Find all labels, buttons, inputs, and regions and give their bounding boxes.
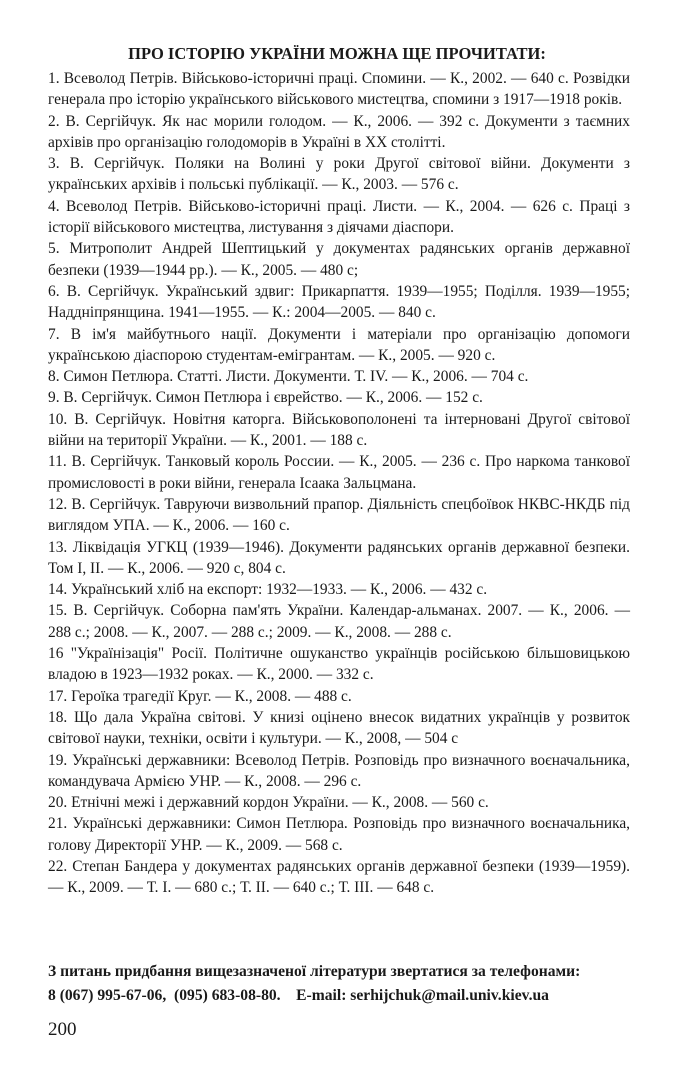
page-number: 200 [48, 1019, 77, 1040]
bibliography-entry: 18. Що дала Україна світові. У книзі оцінено внесок видатних українців у розвиток світової науки, техніки, освіти і культури. — К., 2008, — 504 с [48, 708, 630, 748]
section-heading: ПРО ІСТОРІЮ УКРАЇНИ МОЖНА ЩЕ ПРОЧИТАТИ: [128, 44, 546, 63]
bibliography-entry: 22. Степан Бандера у документах радянських органів державної безпеки (1939—1959). — К., 2009. — Т. І. — 680 с.; Т. ІІ. — 640 с.; Т. ІІІ. — 648 с. [48, 857, 630, 897]
bibliography-entry: 6. В. Сергійчук. Український здвиг: Прикарпаття. 1939—1955; Поділля. 1939—1955; Наддніпрянщина. 1941—1955. — К.: 2004—2005. — 840 с. [48, 282, 630, 322]
bibliography-entry: 17. Героїка трагедії Круг. — К., 2008. — 488 с. [48, 687, 352, 705]
bibliography-entry: 13. Ліквідація УГКЦ (1939—1946). Документи радянських органів державної безпеки. Том І, ІІ. — К., 2006. — 920 с, 804 с. [48, 538, 630, 577]
contact-info [48, 960, 638, 1008]
bibliography-entry: 2. В. Сергійчук. Як нас морили голодом. — К., 2006. — 392 с. Документи з таємних архівів про організацію голодоморів в Україні в ХХ столітті. [48, 112, 630, 151]
bibliography-entry: 9. В. Сергійчук. Симон Петлюра і єврейство. — К., 2006. — 152 с. [48, 389, 483, 407]
bibliography-entry: 3. В. Сергійчук. Поляки на Волині у роки Другої світової війни. Документи з українських архівів і польські публікації. — К., 2003. — 576 с. [48, 155, 630, 194]
contact-instructions: З питань придбання вищезазначеної літератури звертатися за телефонами: [48, 963, 581, 980]
bibliography-entry: 14. Український хліб на експорт: 1932—1933. — К., 2006. — 432 с. [48, 581, 488, 599]
bibliography-entry: 20. Етнічні межі і державний кордон України. — К., 2008. — 560 с. [48, 794, 489, 812]
contact-phones-email: 8 (067) 995-67-06, (095) 683-08-80. E-mail: serhijchuk@mail.univ.kiev.ua [48, 987, 549, 1004]
bibliography-entry: 4. Всеволод Петрів. Військово-історичні праці. Листи. — К., 2004. — 626 с. Праці з історії військового мистецтва, листування з діячами діаспори. [48, 197, 630, 237]
bibliography-entry: 12. В. Сергійчук. Тавруючи визвольний прапор. Діяльність спецбоївок НКВС-НКДБ під виглядом УПА. — К., 2006. — 160 с. [48, 495, 630, 535]
bibliography-entry: 1. Всеволод Петрів. Військово-історичні праці. Спомини. — К., 2002. — 640 с. Розвідки генерала про історію українського військового мистецтва, спомини з 1917—1918 років. [48, 70, 630, 109]
bibliography-entry: 19. Українські державники: Всеволод Петрів. Розповідь про визначного воєначальника, командувача Армією УНР. — К., 2008. — 296 с. [48, 751, 630, 790]
bibliography-entry: 16 "Українізація" Росії. Політичне ошуканство українців російською більшовицькою владою в 1923—1932 роках. — К., 2000. — 332 с. [48, 645, 630, 684]
bibliography-entry: 15. В. Сергійчук. Соборна пам'ять України. Календар-альманах. 2007. — К., 2006. — 288 с.; 2008. — К., 2007. — 288 с.; 2009. — К., 2008. — 288 с. [48, 602, 630, 641]
bibliography-entry: 5. Митрополит Андрей Шептицький у документах радянських органів державної безпеки (1939—1944 рр.). — К., 2005. — 480 с; [48, 240, 630, 279]
bibliography-entry: 11. В. Сергійчук. Танковый король России. — К., 2005. — 236 с. Про наркома танкової промисловості в роки війни, генерала Ісаака Зальцмана. [48, 453, 630, 492]
bibliography-entry: 7. В ім'я майбутнього нації. Документи і матеріали про організацію допомоги українською діаспорою студентам-емігрантам. — К., 2005. — 920 с. [48, 325, 630, 364]
bibliography-entry: 8. Симон Петлюра. Статті. Листи. Документи. Т. IV. — К., 2006. — 704 с. [48, 368, 529, 386]
bibliography-entry: 21. Українські державники: Симон Петлюра. Розповідь про визначного воєначальника, голову Директорії УНР. — К., 2009. — 568 с. [48, 815, 630, 854]
bibliography-list [48, 68, 630, 899]
bibliography-entry: 10. В. Сергійчук. Новітня каторга. Військовополонені та інтерновані Другої світової війни на території України. — К., 2001. — 188 с. [48, 410, 630, 450]
